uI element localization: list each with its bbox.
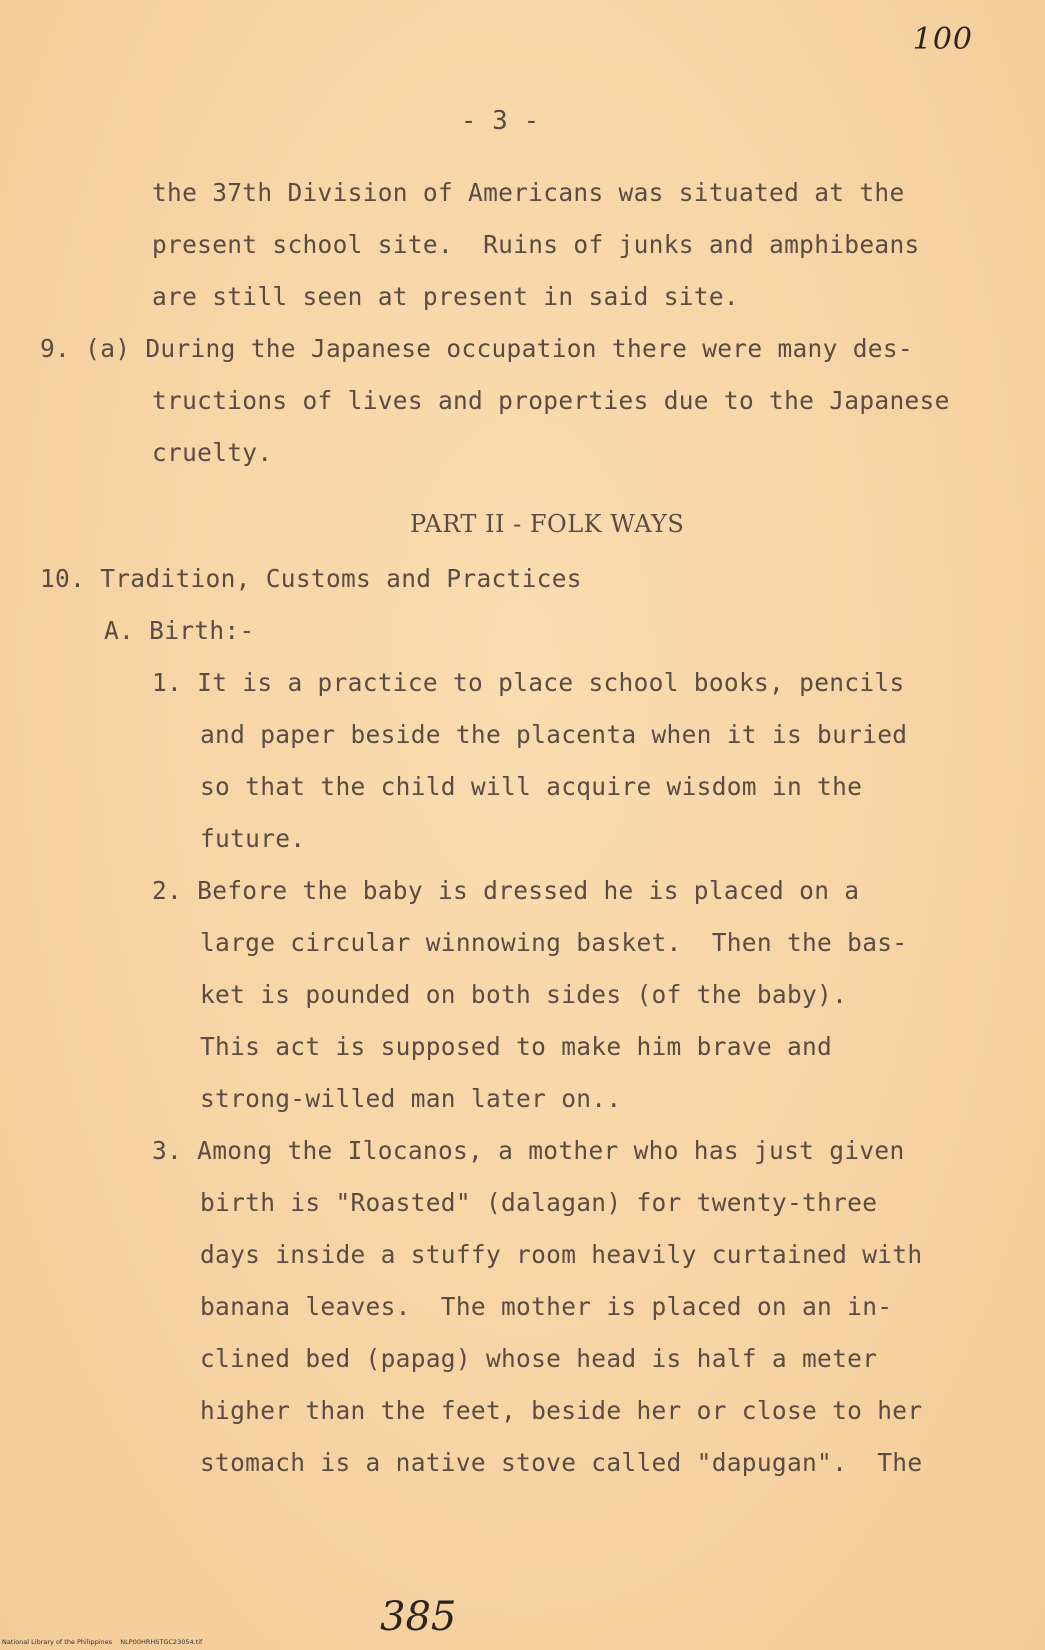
- text-line: present school site. Ruins of junks and amphibeans: [152, 230, 920, 259]
- text-line: clined bed (papag) whose head is half a meter: [200, 1344, 878, 1373]
- handwritten-archive-number: 385: [380, 1594, 457, 1640]
- scan-footer: National Library of the Philippines NLP00HRHSTGC23054.tif: [2, 1638, 203, 1646]
- text-line: the 37th Division of Americans was situated at the: [152, 178, 905, 207]
- text-line: large circular winnowing basket. Then the bas-: [200, 928, 908, 957]
- text-line: future.: [200, 824, 306, 853]
- text-line: tructions of lives and properties due to the Japanese: [152, 386, 950, 415]
- text-line: and paper beside the placenta when it is buried: [200, 720, 908, 749]
- text-line: 2. Before the baby is dressed he is placed on a: [152, 876, 860, 905]
- text-line: This act is supposed to make him brave and: [200, 1032, 833, 1061]
- text-line: are still seen at present in said site.: [152, 282, 739, 311]
- text-line: ket is pounded on both sides (of the baby).: [200, 980, 848, 1009]
- text-line: stomach is a native stove called "dapugan". The: [200, 1448, 923, 1477]
- section-heading: PART II - FOLK WAYS: [410, 510, 685, 538]
- text-line: higher than the feet, beside her or close to her: [200, 1396, 923, 1425]
- text-line: 3. Among the Ilocanos, a mother who has just given: [152, 1136, 905, 1165]
- text-line: 9. (a) During the Japanese occupation there were many des-: [40, 334, 913, 363]
- text-line: A. Birth:-: [104, 616, 255, 645]
- text-line: banana leaves. The mother is placed on an in-: [200, 1292, 893, 1321]
- text-line: 10. Tradition, Customs and Practices: [40, 564, 582, 593]
- text-line: 1. It is a practice to place school books, pencils: [152, 668, 905, 697]
- text-line: birth is "Roasted" (dalagan) for twenty-three: [200, 1188, 878, 1217]
- handwritten-page-number: 100: [912, 22, 973, 57]
- text-line: days inside a stuffy room heavily curtained with: [200, 1240, 923, 1269]
- text-line: cruelty.: [152, 438, 273, 467]
- page-number: - 3 -: [460, 106, 540, 136]
- text-line: so that the child will acquire wisdom in the: [200, 772, 863, 801]
- text-line: strong-willed man later on..: [200, 1084, 622, 1113]
